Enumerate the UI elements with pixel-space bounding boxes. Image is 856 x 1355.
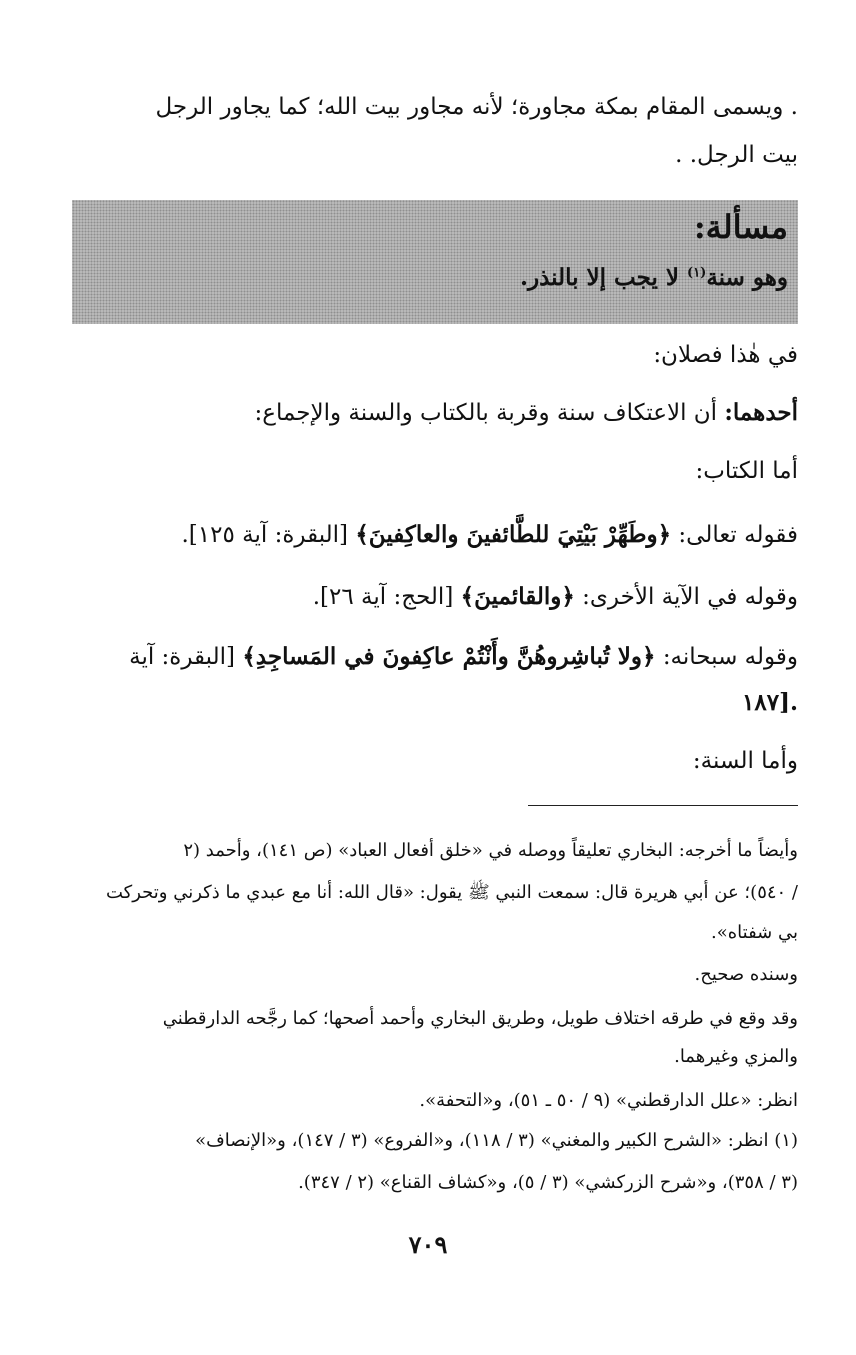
footnote-1-line-2: (٣ / ٣٥٨)، و«شرح الزركشي» (٣ / ٥)، و«كشاف القناع» (٢ / ٣٤٧). xyxy=(298,1172,798,1193)
kitab-heading: أما الكتاب: xyxy=(695,458,798,484)
banner-text xyxy=(520,264,788,291)
verse-2-ref: [الحج: آية ٢٦]. xyxy=(312,584,454,610)
first-label: أحدهما: xyxy=(724,399,798,426)
verse-1-lead: فقوله تعالى: xyxy=(678,522,798,548)
fasl-intro: في هٰذا فصلان: xyxy=(653,342,798,368)
sunnah-heading: وأما السنة: xyxy=(692,748,798,774)
banner-text-after: لا يجب إلا بالنذر. xyxy=(519,264,680,291)
banner-title: مسألة: xyxy=(693,208,788,246)
verse-3-ref: [البقرة: آية xyxy=(129,644,235,670)
footnote-p1-line-3: بي شفتاه». xyxy=(710,922,798,943)
first-chapter-line xyxy=(70,398,798,428)
intro-line-2: بيت الرجل. . xyxy=(675,142,798,168)
verse-1 xyxy=(70,520,798,550)
verse-3-lead: وقوله سبحانه: xyxy=(662,644,798,670)
verse-2-lead: وقوله في الآية الأخرى: xyxy=(582,584,798,610)
verse-2-quran: ﴿والقائمينَ﴾ xyxy=(460,583,575,610)
footnote-p1-line-1: وأيضاً ما أخرجه: البخاري تعليقاً ووصله في «خلق أفعال العباد» (ص ١٤١)، وأحمد (٢ xyxy=(183,840,798,861)
page-number: ٧٠٩ xyxy=(408,1230,448,1259)
footnote-p4: انظر: «علل الدارقطني» (٩ / ٥٠ ـ ٥١)، و«التحفة». xyxy=(419,1090,798,1111)
footnote-p2: وسنده صحيح. xyxy=(694,964,798,985)
verse-3-quran: ﴿ولا تُباشِروهُنَّ وأَنْتُمْ عاكِفونَ في المَساجِدِ﴾ xyxy=(242,643,656,670)
intro-line-1: . ويسمى المقام بمكة مجاورة؛ لأنه مجاور بيت الله؛ كما يجاور الرجل xyxy=(155,94,798,120)
banner-text-before: وهو سنة xyxy=(706,264,788,291)
verse-1-quran: ﴿وطَهِّرْ بَيْتِيَ للطَّائفينَ والعاكِفينَ﴾ xyxy=(355,521,672,548)
verse-3-ref-cont: .[١٨٧ xyxy=(742,689,798,716)
masala-banner xyxy=(72,200,798,324)
footnote-p3-line-1: وقد وقع في طرقه اختلاف طويل، وطريق البخاري وأحمد أصحها؛ كما رجَّحه الدارقطني xyxy=(162,1008,798,1029)
verse-2 xyxy=(70,582,798,612)
footnote-separator xyxy=(528,805,798,806)
footnote-p1-line-2: / ٥٤٠)؛ عن أبي هريرة قال: سمعت النبي ﷺ يقول: «قال الله: أنا مع عبدي ما ذكرني وتحركت xyxy=(105,882,798,903)
verse-1-ref: [البقرة: آية ١٢٥]. xyxy=(181,522,349,548)
first-text: أن الاعتكاف سنة وقربة بالكتاب والسنة والإجماع: xyxy=(254,400,718,426)
verse-3 xyxy=(70,642,798,672)
footnote-ref: (١) xyxy=(687,265,707,281)
footnote-1-line-1: (١) انظر: «الشرح الكبير والمغني» (٣ / ١١٨)، و«الفروع» (٣ / ١٤٧)، و«الإنصاف» xyxy=(195,1130,798,1151)
footnote-p3-line-2: والمزي وغيرهما. xyxy=(674,1046,798,1067)
